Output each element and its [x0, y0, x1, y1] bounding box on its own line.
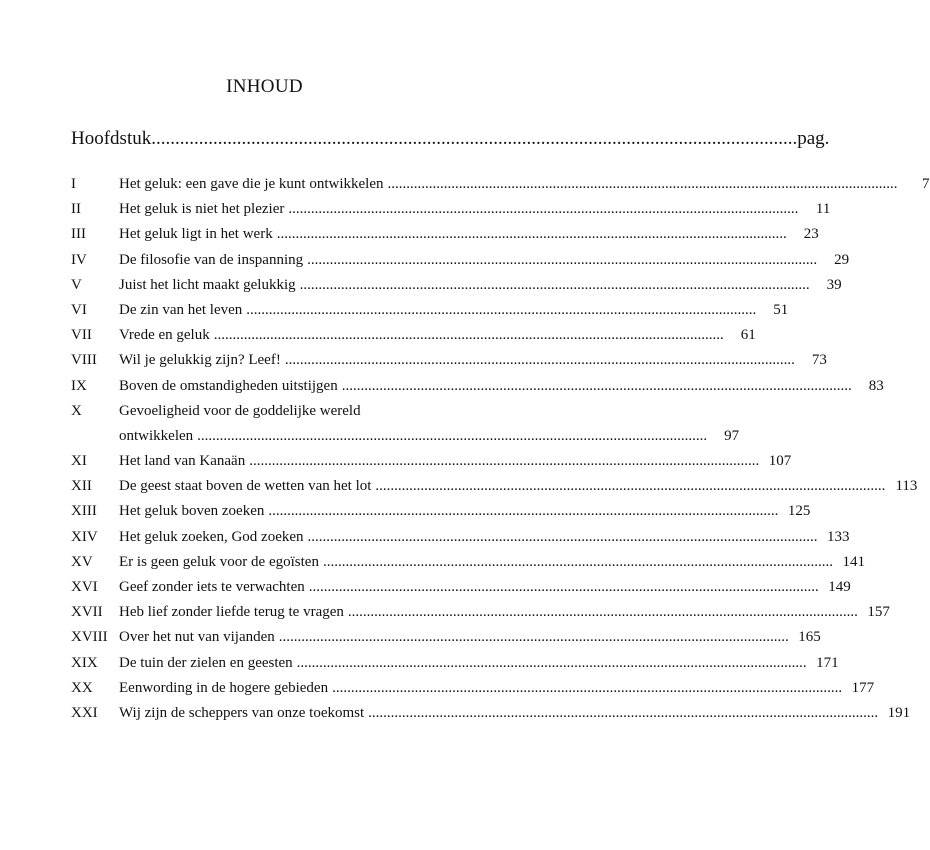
chapter-column-label: Hoofdstuk	[71, 128, 152, 149]
chapter-number: VII	[71, 327, 92, 344]
chapter-title: Geef zonder iets te verwachten	[119, 579, 305, 596]
chapter-text	[119, 374, 884, 399]
dot-leader: ........................................................................................................................................	[288, 201, 799, 218]
dot-leader: ........................................................................................................................................	[375, 478, 886, 495]
toc-entry	[71, 248, 850, 273]
chapter-title-continued: ontwikkelen	[119, 427, 194, 444]
dot-leader: ........................................................................................................................................	[268, 503, 779, 520]
dot-leader: ........................................................................................................................................	[307, 251, 818, 268]
dot-leader: ........................................................................................................................................	[368, 704, 879, 721]
page-number: 113	[895, 478, 918, 495]
chapter-number: XII	[71, 478, 92, 495]
page-number: 61	[740, 327, 756, 344]
chapter-title: Eenwording in de hogere gebieden	[119, 679, 329, 696]
dot-leader: ........................................................................................................................................	[307, 528, 818, 545]
chapter-text	[119, 525, 850, 550]
chapter-number: V	[71, 276, 82, 293]
chapter-number: XI	[71, 453, 87, 470]
page-number: 29	[834, 251, 850, 268]
chapter-text	[119, 575, 851, 600]
chapter-title: Juist het licht maakt gelukkig	[119, 276, 296, 293]
toc-entry	[71, 222, 819, 247]
toc-entry	[71, 374, 884, 399]
page-number: 177	[851, 679, 875, 696]
chapter-text	[119, 172, 930, 197]
toc-entry	[71, 399, 740, 449]
dot-leader: ........................................................................................................................................	[276, 226, 787, 243]
chapter-number: XVIII	[71, 629, 108, 646]
dot-leader: ........................................................................................................................................	[246, 301, 757, 318]
dot-leader: ........................................................................................................................................	[249, 453, 760, 470]
toc-entry	[71, 625, 821, 650]
chapter-number: XIX	[71, 654, 98, 671]
toc-entry	[71, 449, 792, 474]
chapter-title: Wil je gelukkig zijn? Leef!	[119, 352, 281, 369]
chapter-title: Het geluk ligt in het werk	[119, 226, 273, 243]
toc-entry	[71, 499, 811, 524]
page-title: INHOUD	[226, 76, 303, 97]
chapter-title: Over het nut van vijanden	[119, 629, 275, 646]
dot-leader: ........................................................................................................................................	[284, 352, 795, 369]
page-number: 165	[798, 629, 821, 646]
toc-entry	[71, 651, 839, 676]
chapter-title: Er is geen geluk voor de egoïsten	[119, 553, 319, 570]
chapter-number: IX	[71, 377, 87, 394]
chapter-text	[119, 600, 890, 625]
chapter-text	[119, 298, 789, 323]
chapter-text	[119, 499, 811, 524]
chapter-text	[119, 197, 831, 222]
chapter-text	[119, 550, 865, 575]
chapter-text	[119, 399, 740, 449]
page-number: 39	[826, 276, 842, 293]
toc-entry	[71, 197, 831, 222]
chapter-text	[119, 449, 792, 474]
toc-entry	[71, 323, 756, 348]
toc-entry	[71, 474, 918, 499]
chapter-title: De geest staat boven de wetten van het lot	[119, 478, 372, 495]
page-column-label: pag.	[797, 128, 830, 149]
dot-leader: ........................................................................................................................................	[347, 604, 858, 621]
toc-entry	[71, 600, 890, 625]
toc-entry	[71, 550, 865, 575]
dot-leader: ........................................................................................................................................	[197, 427, 708, 444]
toc-header	[71, 128, 830, 150]
dot-leader: ........................................................................................................................................	[278, 629, 789, 646]
chapter-title: Boven de omstandigheden uitstijgen	[119, 377, 338, 394]
chapter-number: XXI	[71, 704, 98, 721]
dot-leader: ........................................................................................................................................	[322, 553, 833, 570]
page-number: 97	[724, 427, 740, 444]
chapter-number: I	[71, 176, 76, 192]
table-of-contents	[71, 172, 930, 726]
dot-leader: ........................................................................................................................................	[387, 176, 898, 192]
toc-entry	[71, 348, 827, 373]
chapter-title: Wij zijn de scheppers van onze toekomst	[119, 704, 365, 721]
dot-leader: ........................................................................................................................................	[332, 679, 843, 696]
chapter-text	[119, 701, 911, 726]
chapter-title: Vrede en geluk	[119, 327, 210, 344]
chapter-number: XV	[71, 553, 93, 570]
chapter-text	[119, 474, 918, 499]
page-number: 141	[842, 553, 865, 570]
chapter-title: Gevoeligheid voor de goddelijke wereld	[119, 402, 361, 419]
page-number: 51	[773, 301, 789, 318]
header-dot-leader: ........................................................................................................................................	[151, 128, 798, 149]
chapter-number: XIII	[71, 503, 97, 520]
chapter-title: Heb lief zonder liefde terug te vragen	[119, 604, 344, 621]
page-number: 157	[867, 604, 890, 621]
chapter-title: De filosofie van de inspanning	[119, 251, 304, 268]
chapter-number: XVI	[71, 579, 98, 596]
page-number: 83	[868, 377, 884, 394]
chapter-text	[119, 676, 875, 701]
chapter-number: XIV	[71, 528, 98, 545]
chapter-text	[119, 348, 827, 373]
toc-entry	[71, 298, 789, 323]
chapter-title: Het geluk zoeken, God zoeken	[119, 528, 304, 545]
chapter-number: VI	[71, 301, 87, 318]
chapter-title: Het geluk is niet het plezier	[119, 201, 285, 218]
dot-leader: ........................................................................................................................................	[296, 654, 807, 671]
page-number: 191	[887, 704, 911, 721]
chapter-number: XVII	[71, 604, 103, 621]
dot-leader: ........................................................................................................................................	[213, 327, 724, 344]
chapter-text	[119, 248, 850, 273]
toc-entry	[71, 172, 930, 197]
chapter-title: Het geluk boven zoeken	[119, 503, 265, 520]
page-number: 73	[811, 352, 827, 369]
chapter-title: De tuin der zielen en geesten	[119, 654, 293, 671]
page-number: 125	[787, 503, 811, 520]
page-number: 11	[815, 201, 831, 218]
toc-entry	[71, 575, 851, 600]
page-number: 149	[828, 579, 851, 596]
toc-entry	[71, 525, 850, 550]
chapter-text	[119, 273, 842, 298]
page-number: 107	[768, 453, 792, 470]
page-number: 23	[803, 226, 819, 243]
chapter-number: VIII	[71, 352, 97, 369]
chapter-title: De zin van het leven	[119, 301, 243, 318]
page-number: 171	[816, 654, 839, 671]
page-number: 7	[922, 176, 930, 192]
page-number: 133	[827, 528, 850, 545]
dot-leader: ........................................................................................................................................	[299, 276, 810, 293]
chapter-text	[119, 651, 839, 676]
chapter-number: IV	[71, 251, 87, 268]
toc-entry	[71, 701, 911, 726]
chapter-text	[119, 222, 819, 247]
dot-leader: ........................................................................................................................................	[341, 377, 852, 394]
toc-entry	[71, 273, 842, 298]
chapter-text	[119, 323, 756, 348]
chapter-number: II	[71, 201, 81, 218]
chapter-title: Het geluk: een gave die je kunt ontwikkelen	[119, 176, 384, 192]
chapter-text	[119, 625, 821, 650]
chapter-title: Het land van Kanaän	[119, 453, 246, 470]
dot-leader: ........................................................................................................................................	[308, 579, 819, 596]
chapter-number: X	[71, 402, 82, 419]
toc-entry	[71, 676, 875, 701]
chapter-number: III	[71, 226, 86, 243]
chapter-number: XX	[71, 679, 93, 696]
